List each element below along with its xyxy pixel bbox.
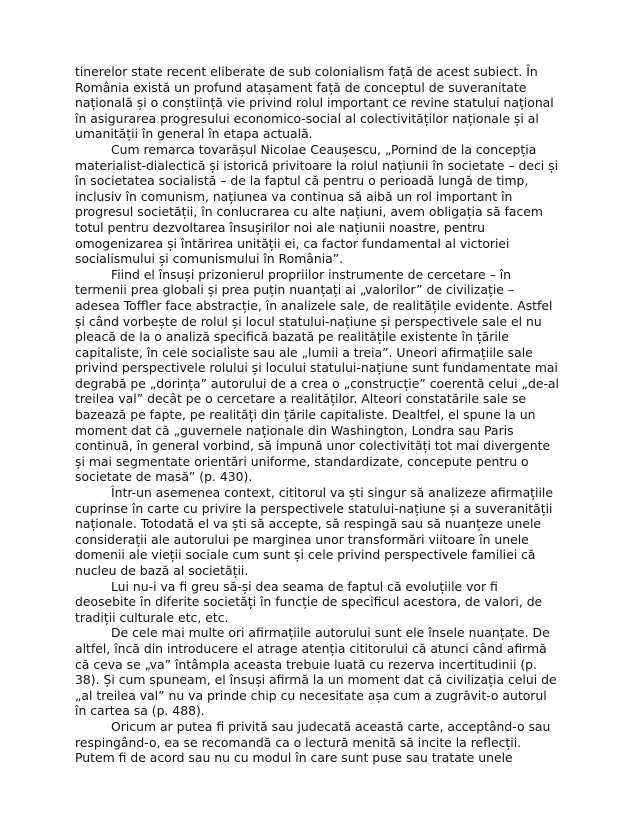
text-line: cuprinse în carte cu privire la perspectivele statului-națiune și a suveranității	[75, 500, 553, 516]
text-line: 38). Și cum spuneam, el însuși afirmă la un moment dat că civilizația celui de	[75, 672, 557, 688]
text-line: România există un profund atașament față de conceptul de suveranitate	[75, 79, 527, 95]
text-line: inclusiv în comunism, națiunea va continua să aibă un rol important în	[75, 188, 513, 204]
paragraph	[75, 142, 575, 267]
text-line: socialismului și comunismului în România”.	[75, 251, 344, 267]
text-line: termenii prea globali și prea puțin nuanțați ai „valorilor” de civilizație –	[75, 282, 515, 298]
text-line: capitaliste, în cele socialiste sau ale „lumii a treia”. Uneori afirmațiile sale	[75, 344, 533, 360]
text-line: deosebite în diferite societăți în funcție de specificul acestora, de valori, de	[75, 594, 543, 610]
paragraph	[75, 719, 575, 766]
text-line: tradiții culturale etc, etc.	[75, 609, 229, 625]
text-line: tinerelor state recent eliberate de sub colonialism față de acest subiect. În	[75, 64, 538, 79]
text-line: în cartea sa (p. 488).	[75, 703, 205, 719]
text-line: domenii ale vieții sociale cum sunt și cele privind perspectivele familiei că	[75, 547, 536, 563]
text-line: respingând-o, ea se recomandă ca o lectură menită să incite la reflecții.	[75, 734, 522, 750]
text-line: continuă, în general vorbind, să impună unor colectivități tot mai divergente	[75, 438, 551, 454]
text-line: moment dat că „guvernele naționale din Washington, Londra sau Paris	[75, 422, 514, 438]
paragraph	[75, 579, 575, 626]
text-line: națională și o conștiință vie privind rolul important ce revine statului național	[75, 95, 554, 111]
text-line: că ceva se „va” întâmpla aceasta trebuie luată cu rezerva incertitudinii (p.	[75, 656, 537, 672]
text-line: „al treilea val” nu va prinde chip cu necesitate așa cum a zugrăvit-o autorul	[75, 687, 547, 703]
text-line: și când vorbește de rolul și locul statului-națiune și perspectivele sale el nu	[75, 313, 542, 329]
text-line: în asigurarea progresului economico-social al colectivităților naționale și al	[75, 110, 539, 126]
paragraph	[75, 64, 575, 142]
text-line: degrabă pe „dorința” autorului de a crea o „construcție” coerentă celui „de-al	[75, 375, 559, 391]
text-line: privind perspectivele rolului și locului statului-națiune sunt fundamentate mai	[75, 360, 558, 376]
text-line: considerații ale autorului pe marginea unor transformări viitoare în unele	[75, 531, 529, 547]
text-line: Lui nu-i va fi greu să-și dea seama de faptul că evoluțiile vor fi	[111, 578, 498, 594]
paragraph	[75, 267, 575, 485]
text-line: pleacă de la o analiză specifică bazată pe realitățile existente în țările	[75, 329, 509, 345]
text-line: Într-un asemenea context, cititorul va ști singur să analizeze afirmațiile	[111, 485, 553, 501]
text-line: totul pentru dezvoltarea însușirilor noi ale națiunii noastre, pentru	[75, 219, 485, 235]
text-line: progresul societății, în conlucrarea cu alte națiuni, avem obligația să facem	[75, 204, 543, 220]
text-line: societate de masă” (p. 430).	[75, 469, 253, 485]
text-line: umanității în general în etapa actuală.	[75, 126, 313, 142]
text-line: în societatea socialistă – de la faptul că pentru o perioadă lungă de timp,	[75, 173, 529, 189]
paragraph	[75, 485, 575, 579]
text-line: adesea Toffler face abstracție, în analizele sale, de realitățile evidente. Astfel	[75, 297, 553, 313]
text-line: materialist-dialectică și istorică privitoare la rolul națiunii în societate – deci și	[75, 157, 559, 173]
paragraph	[75, 625, 575, 719]
text-line: Fiind el însuși prizonierul propriilor instrumente de cercetare – în	[111, 266, 512, 282]
document-body-text	[75, 64, 575, 766]
text-line: și mai segmentate orientări uniforme, standardizate, concepute pentru o	[75, 453, 529, 469]
text-line: De cele mai multe ori afirmațiile autorului sunt ele însele nuanțate. De	[111, 625, 550, 641]
text-line: Putem fi de acord sau nu cu modul în care sunt puse sau tratate unele	[75, 750, 513, 766]
text-line: Cum remarca tovarășul Nicolae Ceaușescu, „Pornind de la concepția	[111, 141, 537, 157]
text-line: altfel, încă din introducere el atrage atenția cititorului că atunci când afirmă	[75, 640, 547, 656]
text-line: nucleu de bază al societății.	[75, 563, 249, 578]
text-line: bazează pe fapte, pe realități din țările capitaliste. Dealtfel, el spune la un	[75, 407, 536, 423]
text-line: treilea val” decât pe o cercetare a realităților. Alteori constatările sale se	[75, 391, 527, 407]
text-line: naționale. Totodată el va ști să accepte, să respingă sau să nuanțeze unele	[75, 516, 542, 532]
text-line: omogenizarea și întărirea unității ei, ca factor fundamental al victoriei	[75, 235, 510, 251]
text-line: Oricum ar putea fi privită sau judecată această carte, acceptând-o sau	[111, 718, 551, 734]
